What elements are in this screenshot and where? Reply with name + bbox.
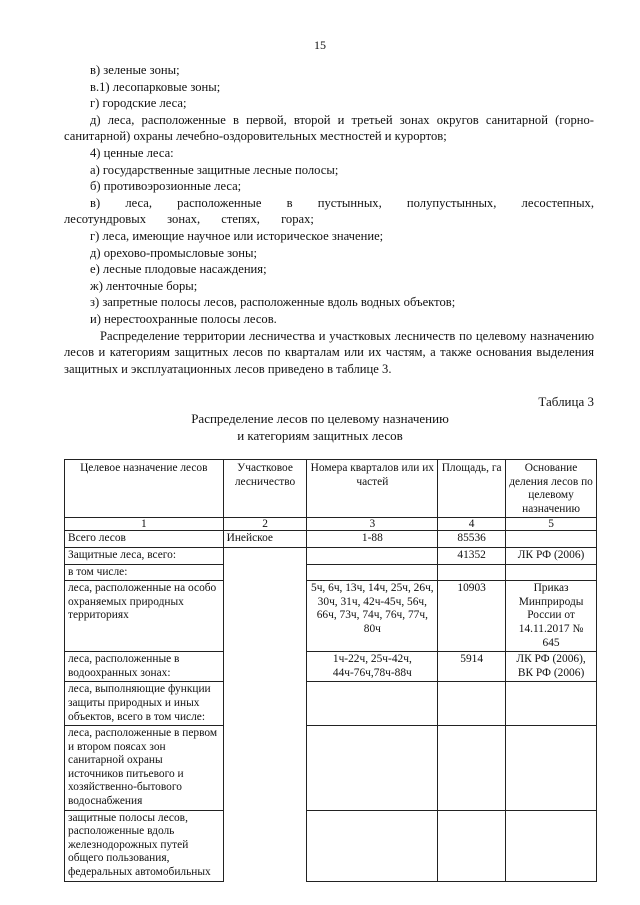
paragraph: з) запретные полосы лесов, расположенные вдоль водных объектов; bbox=[90, 295, 456, 310]
district-cell bbox=[223, 652, 307, 682]
table-row bbox=[65, 547, 597, 564]
paragraph: г) леса, имеющие научное или историческое значение; bbox=[90, 228, 384, 243]
district-cell bbox=[223, 581, 307, 652]
paragraph: г) городские леса; bbox=[90, 96, 187, 111]
body-text bbox=[64, 62, 594, 377]
paragraph: д) леса, расположенные в первой, второй и третьей зонах округов санитарной (горно-санитарной) охраны лечебно-оздоровительных местностей и курортов; bbox=[64, 112, 594, 144]
quarters-cell bbox=[307, 682, 438, 726]
quarters-cell: 5ч, 6ч, 13ч, 14ч, 25ч, 26ч, 30ч, 31ч, 42ч-45ч, 56ч, 66ч, 73ч, 74ч, 76ч, 77ч, 80ч bbox=[307, 581, 438, 652]
paragraph: 4) ценные леса: bbox=[90, 145, 174, 160]
quarters-cell bbox=[307, 547, 438, 564]
basis-cell bbox=[506, 726, 597, 811]
area-cell bbox=[438, 810, 506, 881]
area-cell: 10903 bbox=[438, 581, 506, 652]
area-cell bbox=[438, 564, 506, 581]
district-cell bbox=[223, 810, 307, 881]
basis-cell: ЛК РФ (2006), ВК РФ (2006) bbox=[506, 652, 597, 682]
paragraph: в) леса, расположенные в пустынных, полупустынных, лесостепных, лесотундровых зонах, степях, горах; bbox=[64, 195, 594, 227]
table-label: Таблица 3 bbox=[538, 394, 594, 409]
column-number: 4 bbox=[438, 518, 506, 531]
column-number: 2 bbox=[223, 518, 307, 531]
purpose-cell: леса, расположенные на особо охраняемых природных территориях bbox=[65, 581, 224, 652]
header-cell: Номера кварталов или их частей bbox=[307, 460, 438, 518]
table-row bbox=[65, 564, 597, 581]
basis-cell bbox=[506, 564, 597, 581]
paragraph: д) орехово-промысловые зоны; bbox=[90, 245, 257, 260]
column-number: 1 bbox=[65, 518, 224, 531]
district-cell bbox=[223, 564, 307, 581]
table-row bbox=[65, 531, 597, 548]
quarters-cell bbox=[307, 564, 438, 581]
basis-cell bbox=[506, 810, 597, 881]
table-row bbox=[65, 682, 597, 726]
area-cell bbox=[438, 682, 506, 726]
district-cell bbox=[223, 547, 307, 564]
basis-cell: Приказ Минприроды России от 14.11.2017 № 645 bbox=[506, 581, 597, 652]
purpose-cell: защитные полосы лесов, расположенные вдоль железнодорожных путей общего пользования, федеральных автомобильных bbox=[65, 810, 224, 881]
header-cell: Площадь, га bbox=[438, 460, 506, 518]
purpose-cell: леса, выполняющие функции защиты природных и иных объектов, всего в том числе: bbox=[65, 682, 224, 726]
table-row bbox=[65, 810, 597, 881]
paragraph: и) нерестоохранные полосы лесов. bbox=[90, 311, 277, 326]
header-cell: Основание деления лесов по целевому назначению bbox=[506, 460, 597, 518]
page-number: 15 bbox=[314, 38, 326, 52]
quarters-cell: 1-88 bbox=[307, 531, 438, 548]
quarters-cell bbox=[307, 810, 438, 881]
column-number: 3 bbox=[307, 518, 438, 531]
column-number: 5 bbox=[506, 518, 597, 531]
header-cell: Целевое назначение лесов bbox=[65, 460, 224, 518]
quarters-cell bbox=[307, 726, 438, 811]
table-caption-line: и категориям защитных лесов bbox=[237, 428, 403, 443]
table-row bbox=[65, 652, 597, 682]
table-caption-line: Распределение лесов по целевому назначению bbox=[191, 411, 449, 426]
purpose-cell: в том числе: bbox=[65, 564, 224, 581]
district-cell bbox=[223, 682, 307, 726]
paragraph: б) противоэрозионные леса; bbox=[90, 179, 242, 194]
paragraph: а) государственные защитные лесные полосы; bbox=[90, 162, 339, 177]
column-number-row bbox=[65, 518, 597, 531]
district-cell bbox=[223, 726, 307, 811]
table-caption bbox=[0, 410, 640, 444]
paragraph: в) зеленые зоны; bbox=[90, 63, 180, 77]
purpose-cell: леса, расположенные в первом и втором поясах зон санитарной охраны источников питьевого и хозяйственно-бытового водоснабжения bbox=[65, 726, 224, 811]
table-row bbox=[65, 581, 597, 652]
header-cell: Участковое лесничество bbox=[223, 460, 307, 518]
area-cell: 85536 bbox=[438, 531, 506, 548]
paragraph: ж) ленточные боры; bbox=[90, 278, 198, 293]
purpose-cell: Защитные леса, всего: bbox=[65, 547, 224, 564]
basis-cell: ЛК РФ (2006) bbox=[506, 547, 597, 564]
purpose-cell: леса, расположенные в водоохранных зонах: bbox=[65, 652, 224, 682]
area-cell: 5914 bbox=[438, 652, 506, 682]
district-cell: Инейское bbox=[223, 531, 307, 548]
paragraph: е) лесные плодовые насаждения; bbox=[90, 262, 267, 277]
area-cell: 41352 bbox=[438, 547, 506, 564]
paragraph: Распределение территории лесничества и участковых лесничеств по целевому назначению лесов и категориям защитных лесов по кварталам или их частям, а также основания выделения защитных и эксплуатационных лесов приведено в таблице 3. bbox=[64, 328, 594, 376]
forest-distribution-table bbox=[64, 459, 597, 882]
table-header-row bbox=[65, 460, 597, 518]
table-row bbox=[65, 726, 597, 811]
purpose-cell: Всего лесов bbox=[65, 531, 224, 548]
paragraph: в.1) лесопарковые зоны; bbox=[90, 79, 221, 94]
basis-cell bbox=[506, 531, 597, 548]
area-cell bbox=[438, 726, 506, 811]
quarters-cell: 1ч-22ч, 25ч-42ч, 44ч-76ч,78ч-88ч bbox=[307, 652, 438, 682]
basis-cell bbox=[506, 682, 597, 726]
